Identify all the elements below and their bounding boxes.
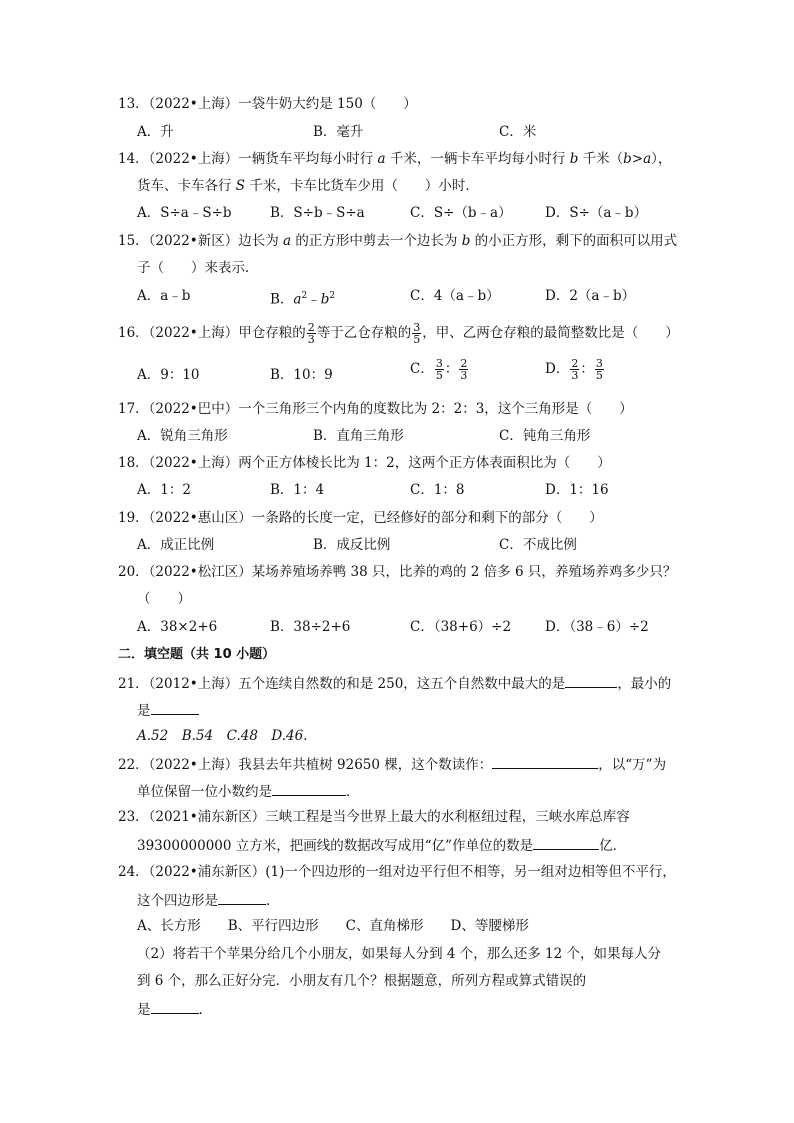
q21-options: A.52 B.54 C.48 D.46. (137, 728, 308, 744)
question-24-stem-line1: 24．（2022•浦东新区）(1)一个四边形的一组对边平行但不相等，另一组对边相等但不平行， (118, 864, 676, 880)
question-20-stem-line2: （ ） (137, 591, 191, 607)
section-heading-fill-in: 二．填空题（共 10 小题） (118, 647, 276, 662)
q18-option-d: D．1：16 (545, 482, 609, 498)
question-24-stem-line2: 这个四边形是 ． (137, 890, 280, 910)
question-21-stem-line2: 是 (137, 700, 199, 720)
question-22-stem-line1: 22．（2022•上海）我县去年共植树 92650 棵，这个数读作： ，以“万”为 (118, 754, 666, 774)
q18-option-c: C．1：8 (410, 482, 465, 498)
question-16-stem: 16．（2022•上海）甲仓存粮的 $\frac{2}{3}$ 等于乙仓存粮的 $\frac{3}{5}$ ，甲、乙两仓存粮的最简整数比是（ ） (118, 321, 679, 346)
answer-blank[interactable] (151, 999, 199, 1014)
q24-part2-line3: 是 ． (137, 999, 212, 1019)
q20-option-a: A．38×2+6 (137, 619, 218, 635)
q14-option-c: C．S÷（b﹣a） (410, 205, 512, 221)
question-19-stem: 19．（2022•惠山区）一条路的长度一定，已经修好的部分和剩下的部分（ ） (118, 510, 603, 526)
q15-option-c: C．4（a﹣b） (410, 288, 500, 304)
answer-blank[interactable] (533, 835, 599, 850)
q19-option-b: B．成反比例 (313, 537, 391, 553)
question-23-stem-line2: 39300000000 立方米，把画线的数据改写成用“亿”作单位的数是 亿． (137, 835, 626, 855)
q15-option-d: D．2（a﹣b） (545, 288, 636, 304)
question-14-stem-line2: 货车、卡车各行 S 千米，卡车比货车少用（ ）小时． (137, 178, 479, 194)
q13-option-c: C．米 (499, 124, 537, 140)
q14-option-b: B．S÷b﹣S÷a (270, 205, 365, 221)
q18-option-a: A．1：2 (137, 482, 191, 498)
q16-option-b: B．10：9 (270, 367, 333, 383)
question-13-stem: 13．（2022•上海）一袋牛奶大约是 150（ ） (118, 96, 417, 112)
q20-option-d: D．（38﹣6）÷2 (545, 619, 649, 635)
q24-options: A、长方形 B、平行四边形 C、直角梯形 D、等腰梯形 (137, 918, 529, 934)
q17-option-a: A．锐角三角形 (137, 428, 228, 444)
q15-option-a: A．a﹣b (137, 288, 191, 304)
answer-blank[interactable] (218, 890, 266, 905)
question-23-stem-line1: 23．（2021•浦东新区）三峡工程是当今世界上最大的水利枢纽过程，三峡水库总库容 (118, 809, 630, 825)
fraction-3-5: $\frac{3}{5}$ (413, 321, 421, 346)
question-21-stem-line1: 21．（2012•上海）五个连续自然数的和是 250，这五个自然数中最大的是 ，最小的 (118, 673, 671, 693)
answer-blank[interactable] (272, 781, 346, 796)
q16-option-a: A．9：10 (137, 367, 200, 383)
answer-blank[interactable] (151, 700, 199, 715)
q24-part2-line1: （2）将若干个苹果分给几个小朋友，如果每人分到 4 个，那么还多 12 个，如果每人分 (137, 946, 662, 962)
question-14-stem-line1: 14．（2022•上海）一辆货车平均每小时行 a 千米，一辆卡车平均每小时行 b 千米（b>a）， (118, 151, 672, 167)
q13-option-b: B．毫升 (313, 124, 364, 140)
q20-option-c: C．（38+6）÷2 (410, 619, 512, 635)
answer-blank[interactable] (565, 673, 617, 688)
question-18-stem: 18．（2022•上海）两个正方体棱长比为 1：2，这两个正方体表面积比为（ ） (118, 455, 611, 471)
q15-option-b: B．$a^2﹣b^2$ (270, 291, 336, 308)
q18-option-b: B．1：4 (270, 482, 325, 498)
q19-option-c: C．不成比例 (499, 537, 577, 553)
fraction-2-3: $\frac{2}{3}$ (307, 321, 315, 346)
question-15-stem-line1: 15．（2022•新区）边长为 a 的正方形中剪去一个边长为 b 的小正方形，剩下的面积可以用式 (118, 233, 678, 249)
q16-option-c: C． $\frac{3}{5}$ ： $\frac{2}{3}$ (410, 357, 468, 382)
question-20-stem-line1: 20．（2022•松江区）某场养殖场养鸭 38 只，比养的鸡的 2 倍多 6 只，养殖场养鸡多少只？ (118, 564, 677, 580)
q13-option-a: A．升 (137, 124, 174, 140)
q16-option-d: D． $\frac{2}{3}$ ： $\frac{3}{5}$ (545, 357, 603, 382)
q20-option-b: B．38÷2+6 (270, 619, 351, 635)
q14-option-d: D．S÷（a﹣b） (545, 205, 648, 221)
answer-blank[interactable] (492, 754, 598, 769)
q19-option-a: A．成正比例 (137, 537, 215, 553)
q24-part2-line2: 到 6 个，那么正好分完．小朋友有几个？根据题意，所列方程或算式错误的 (137, 973, 587, 989)
question-17-stem: 17．（2022•巴中）一个三角形三个内角的度数比为 2：2：3，这个三角形是（ ） (118, 401, 633, 417)
question-15-stem-line2: 子（ ）来表示． (137, 260, 259, 276)
q14-option-a: A．S÷a﹣S÷b (137, 205, 232, 221)
q17-option-c: C．钝角三角形 (499, 428, 591, 444)
q17-option-b: B．直角三角形 (313, 428, 404, 444)
question-22-stem-line2: 单位保留一位小数约是 ． (137, 781, 360, 801)
